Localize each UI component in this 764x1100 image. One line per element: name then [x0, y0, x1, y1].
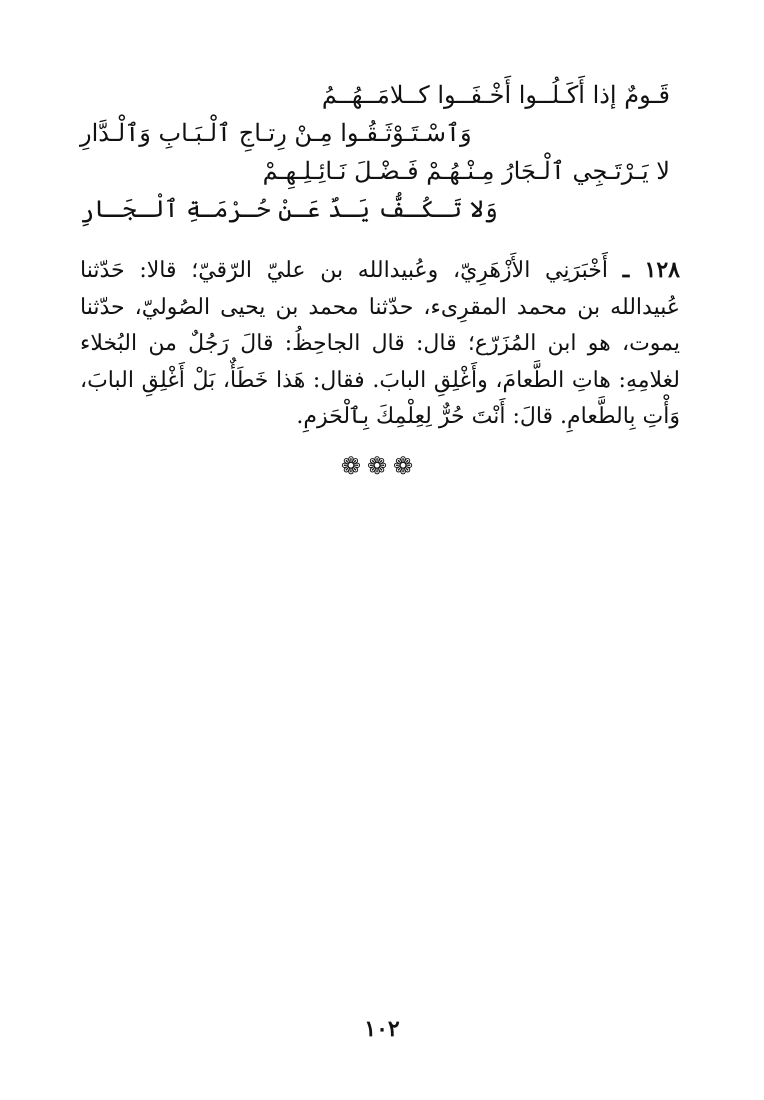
narration-text: أَخْبَرَنِي الأَزْهَرِيّ، وعُبيدالله بن عليّ الرّقيّ؛ قالا: حَدّثنا عُبيدالله بن محمد المقرِىء، حدّثنا محمد بن يحيى الصُوليّ، حدّثنا يموت، هو ابن المُزَرّع؛ قال: قال الجاحِظُ: قالَ رَجُلٌ من البُخلاء لغلامِهِ: هاتِ الطَّعامَ، وأَغْلِقِ البابَ. فقال: هَذا خَطَأٌ، بَلْ أَغْلِقِ البابَ، وَأْتِ بِالطَّعامِ. قالَ: أَنْتَ حُرٌّ لِعِلْمِكَ بِٱلْحَزمِ.	[80, 258, 680, 429]
poem-block	[80, 76, 670, 228]
poem-line-1: قَـومٌ إذا أَكَـلُــوا أَخْـفَــوا كــلامَــهُــمُ	[321, 81, 670, 109]
poem-line-2: وَٱسْـتَـوْثَـقُـوا مِـنْ رِتـاجِ ٱلْـبَـابِ وَٱلْـدَّارِ	[80, 119, 472, 147]
narration-paragraph	[80, 252, 680, 436]
section-ornament-divider: ❁❁❁	[340, 452, 420, 480]
page-number: ١٠٢	[364, 1016, 400, 1042]
poem-line-4: وَلا تَـكُـفُّ يَـدٌ عَـنْ حُـرْمَـةِ ٱلْـجَـارِ	[80, 195, 498, 223]
poem-line-3: لا يَـرْتَـجِي ٱلْـجَارُ مِـنْـهُـمْ فَـضْـلَ نَـائِـلِـهِـمْ	[262, 157, 670, 185]
entry-number: ١٢٨ ـ	[622, 257, 680, 283]
